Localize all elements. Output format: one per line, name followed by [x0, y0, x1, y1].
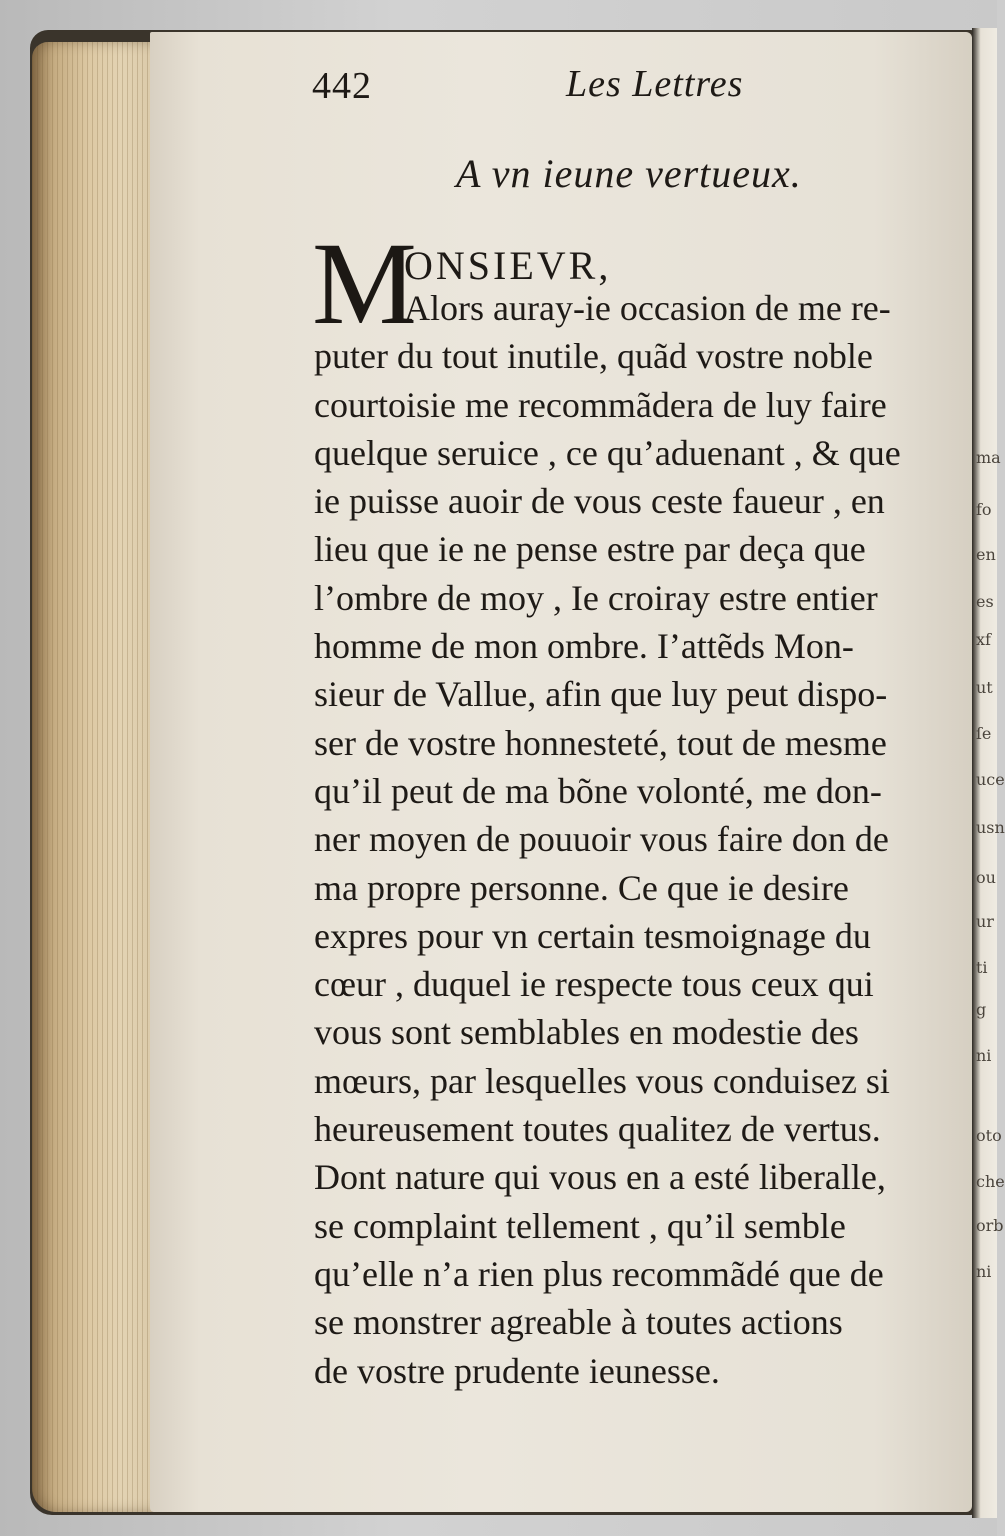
text-line: ie puisse auoir de vous ceste faueur , en: [314, 481, 885, 522]
text-line: puter du tout inutile, quãd vostre noble: [314, 336, 873, 377]
text-line: sieur de Vallue, afin que luy peut dispo-: [314, 674, 888, 715]
facing-page-fragment: ni: [976, 1046, 992, 1065]
opening-word: ONSIEVR,: [404, 243, 612, 288]
facing-page-fragment: fo: [976, 500, 992, 519]
text-line: ser de vostre honnesteté, tout de mesme: [314, 722, 887, 763]
facing-page-fragment: g: [976, 1000, 987, 1019]
text-line: qu’elle n’a rien plus recommãdé que de: [314, 1253, 884, 1294]
text-line: mœurs, par lesquelles vous conduisez si: [314, 1060, 890, 1101]
facing-page-fragment: ma: [976, 448, 1001, 467]
drop-cap: M: [312, 218, 417, 349]
facing-page-fragment: xf: [976, 630, 991, 649]
page-number: 442: [312, 65, 372, 107]
text-line: expres pour vn certain tesmoignage du: [314, 915, 871, 956]
running-head: Les Lettres: [566, 63, 744, 105]
text-line: lieu que ie ne pense estre par deça que: [314, 529, 866, 570]
letter-body: [314, 284, 946, 1395]
facing-page-fragment: en: [976, 545, 996, 564]
facing-page-fragment: che: [976, 1172, 1005, 1191]
page-fore-edge: [32, 42, 160, 1512]
text-line: de vostre prudente ieunesse.: [314, 1350, 720, 1391]
facing-page-fragment: uce: [976, 770, 1005, 789]
text-line: vous sont semblables en modestie des: [314, 1012, 859, 1053]
facing-page-fragment: es: [976, 592, 994, 611]
text-line: Dont nature qui vous en a esté liberalle,: [314, 1157, 886, 1198]
facing-page-fragment: usn: [976, 818, 1005, 837]
facing-page-fragment: ut: [976, 678, 993, 697]
text-line: homme de mon ombre. I’attẽds Mon-: [314, 626, 854, 667]
text-line: se monstrer agreable à toutes actions: [314, 1302, 843, 1343]
text-line: se complaint tellement , qu’il semble: [314, 1205, 846, 1246]
text-line: ma propre personne. Ce que ie desire: [314, 867, 849, 908]
facing-page-fragment: orb: [976, 1216, 1004, 1235]
facing-page-fragment: oto: [976, 1126, 1002, 1145]
facing-page-fragment: ſe: [976, 724, 992, 743]
facing-page-fragment: ni: [976, 1262, 992, 1281]
text-line: cœur , duquel ie respecte tous ceux qui: [314, 964, 874, 1005]
facing-page-fragment: ti: [976, 958, 988, 977]
text-line: qu’il peut de ma bõne volonté, me don-: [314, 770, 882, 811]
text-line: heureusement toutes qualitez de vertus.: [314, 1109, 881, 1150]
facing-page-fragment: ou: [976, 868, 996, 887]
text-line: courtoisie me recommãdera de luy faire: [314, 384, 887, 425]
text-line: l’ombre de moy , Ie croiray estre entier: [314, 577, 878, 618]
text-line: Alors auray-ie occasion de me re-: [404, 288, 891, 328]
text-line: quelque seruice , ce qu’aduenant , & que: [314, 432, 901, 473]
text-line: ner moyen de pouuoir vous faire don de: [314, 819, 889, 860]
letter-heading: A vn ieune vertueux.: [456, 151, 802, 196]
facing-page-fragment: ur: [976, 912, 994, 931]
